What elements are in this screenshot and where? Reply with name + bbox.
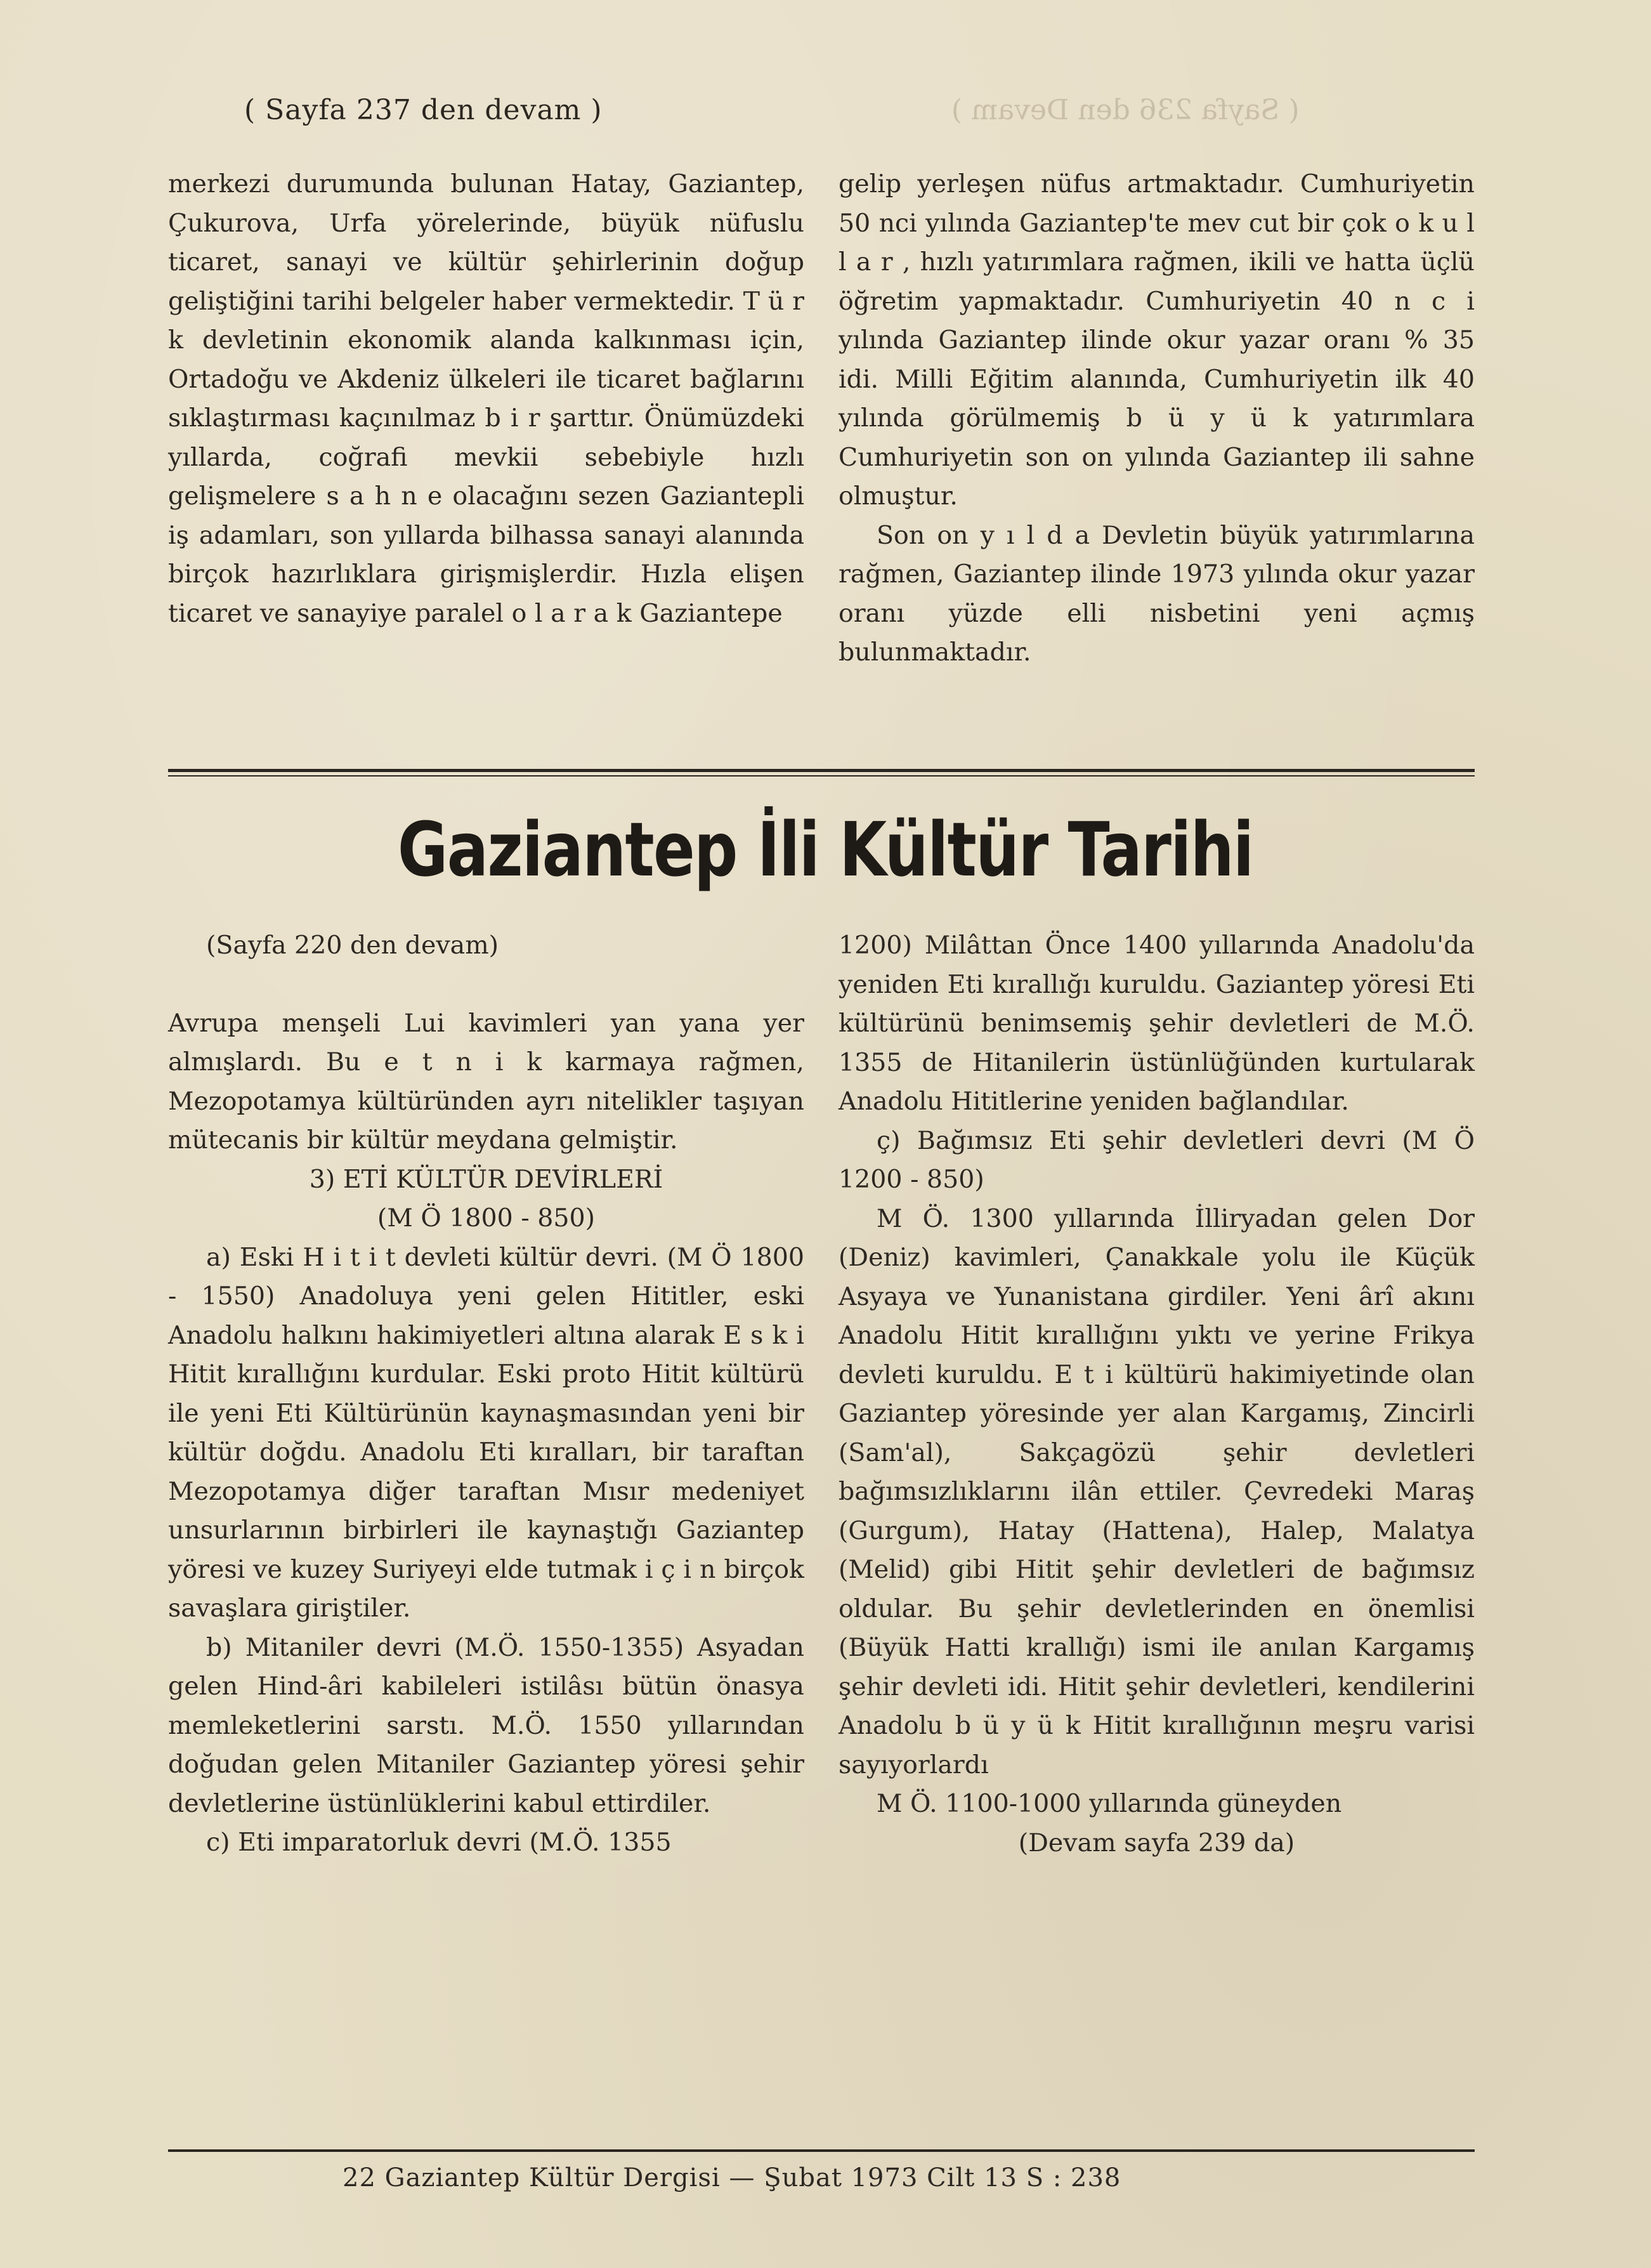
continued-on: (Devam sayfa 239 da) xyxy=(1018,1828,1295,1858)
paragraph: M Ö. 1100-1000 yıllarında güneyden xyxy=(877,1789,1342,1818)
page-footer: 22 Gaziantep Kültür Dergisi — Şubat 1973 Cilt 13 S : 238 xyxy=(343,2163,1121,2193)
bottom-left-column xyxy=(168,926,804,1863)
paragraph: M Ö. 1300 yıllarında İlliryadan gelen Dor (Deniz) kavimleri, Çanakkale yolu ile Küçük Asyaya ve Yunanistana girdiler. Yeni ârî akını Anadolu Hitit kırallığını yıktı ve yerine Frikya devleti kuruldu. E t i kültürü hakimiyetinde olan Gaziantep yöresinde yer alan Kargamış, Zincirli (Sam'al), Sakçagözü şehir devletleri bağımsızlıklarını ilân ettiler. Çevredeki Maraş (Gurgum), Hatay (Hattena), Halep, Malatya (Melid) gibi Hitit şehir devletleri de bağımsız oldular. Bu şehir devletlerinden en önemlisi (Büyük Hatti krallığı) ismi ile anılan Kargamış şehir devleti idi. Hitit şehir devletleri, kendilerini Anadolu b ü y ü k Hitit kırallığının meşru varisi sayıyorlardı xyxy=(839,1203,1475,1780)
paragraph: merkezi durumunda bulunan Hatay, Gaziantep, Çukurova, Urfa yörelerinde, büyük nüfuslu ticaret, sanayi ve kültür şehirlerinin doğup geliştiğini tarihi belgeler haber vermektedir. T ü r k devletinin ekonomik alanda kalkınması için, Ortadoğu ve Akdeniz ülkeleri ile ticaret bağlarını sıklaştırması kaçınılmaz b i r şarttır. Önümüzdeki yıllarda, coğrafi mevkii sebebiyle hızlı gelişmelere s a h n e olacağını sezen Gaziantepli iş adamları, son yıllarda bilhassa sanayi alanında birçok hazırlıklara girişmişlerdir. Hızla elişen ticaret ve sanayiye paralel o l a r a k Gaziantepe xyxy=(168,169,804,628)
article-title: Gaziantep İli Kültür Tarihi xyxy=(397,806,1253,893)
paragraph: Avrupa menşeli Lui kavimleri yan yana yer almışlardı. Bu e t n i k karmaya rağmen, Mezopotamya kültüründen ayrı nitelikler taşıyan mütecanis bir kültür meydana gelmiştir. xyxy=(168,1008,804,1155)
continued-from: (Sayfa 220 den devam) xyxy=(206,931,499,960)
section-title: 3) ETİ KÜLTÜR DEVİRLERİ xyxy=(309,1164,663,1194)
bottom-right-column xyxy=(839,926,1475,1863)
paragraph: 1200) Milâttan Önce 1400 yıllarında Anadolu'da yeniden Eti kırallığı kuruldu. Gaziantep yöresi Eti kültürünü benimsemiş şehir devletleri de M.Ö. 1355 de Hitanilerin üstünlüğünden kurtularak Anadolu Hititlerine yeniden bağlandılar. xyxy=(839,931,1475,1116)
paragraph: c) Eti imparatorluk devri (M.Ö. 1355 xyxy=(206,1828,672,1857)
section-divider-thin xyxy=(168,775,1475,777)
section-dates: (M Ö 1800 - 850) xyxy=(377,1203,596,1233)
bleed-through-header: ( Sayfa 236 den Devam ) xyxy=(951,94,1300,126)
top-right-column xyxy=(839,165,1475,672)
section-title: ç) Bağımsız Eti şehir devletleri devri (M Ö 1200 - 850) xyxy=(839,1125,1475,1194)
paragraph: b) Mitaniler devri (M.Ö. 1550-1355) Asyadan gelen Hind-âri kabileleri istilâsı bütün önasya memleketlerini sarstı. M.Ö. 1550 yıllarından doğudan gelen Mitaniler Gaziantep yöresi şehir devletlerine üstünlüklerini kabul ettirdiler. xyxy=(168,1632,804,1818)
continued-from-header: ( Sayfa 237 den devam ) xyxy=(244,94,603,126)
paragraph: gelip yerleşen nüfus artmaktadır. Cumhuriyetin 50 nci yılında Gaziantep'te mev cut bir çok o k u l l a r , hızlı yatırımlara rağmen, ikili ve hatta üçlü öğretim yapmaktadır. Cumhuriyetin 40 n c i yılında Gaziantep ilinde okur yazar oranı % 35 idi. Milli Eğitim alanında, Cumhuriyetin ilk 40 yılında görülmemiş b ü y ü k yatırımlara Cumhuriyetin son on yılında Gaziantep ili sahne olmuştur. xyxy=(839,169,1475,511)
section-divider xyxy=(168,769,1475,772)
footer-rule xyxy=(168,2149,1475,2152)
paragraph: a) Eski H i t i t devleti kültür devri. (M Ö 1800 - 1550) Anadoluya yeni gelen Hititler, eski Anadolu halkını hakimiyetleri altına alarak E s k i Hitit kırallığını kurdular. Eski proto Hitit kültürü ile yeni Eti Kültürünün kaynaşmasından yeni bir kültür doğdu. Anadolu Eti kıralları, bir taraftan Mezopotamya diğer taraftan Mısır medeniyet unsurlarının birbirleri ile kaynaştığı Gaziantep yöresi ve kuzey Suriyeyi elde tutmak i ç i n birçok savaşlara giriştiler. xyxy=(168,1242,804,1623)
top-left-column xyxy=(168,165,804,633)
paragraph: Son on y ı l d a Devletin büyük yatırımlarına rağmen, Gaziantep ilinde 1973 yılında okur yazar oranı yüzde elli nisbetini yeni açmış bulunmaktadır. xyxy=(839,520,1475,667)
